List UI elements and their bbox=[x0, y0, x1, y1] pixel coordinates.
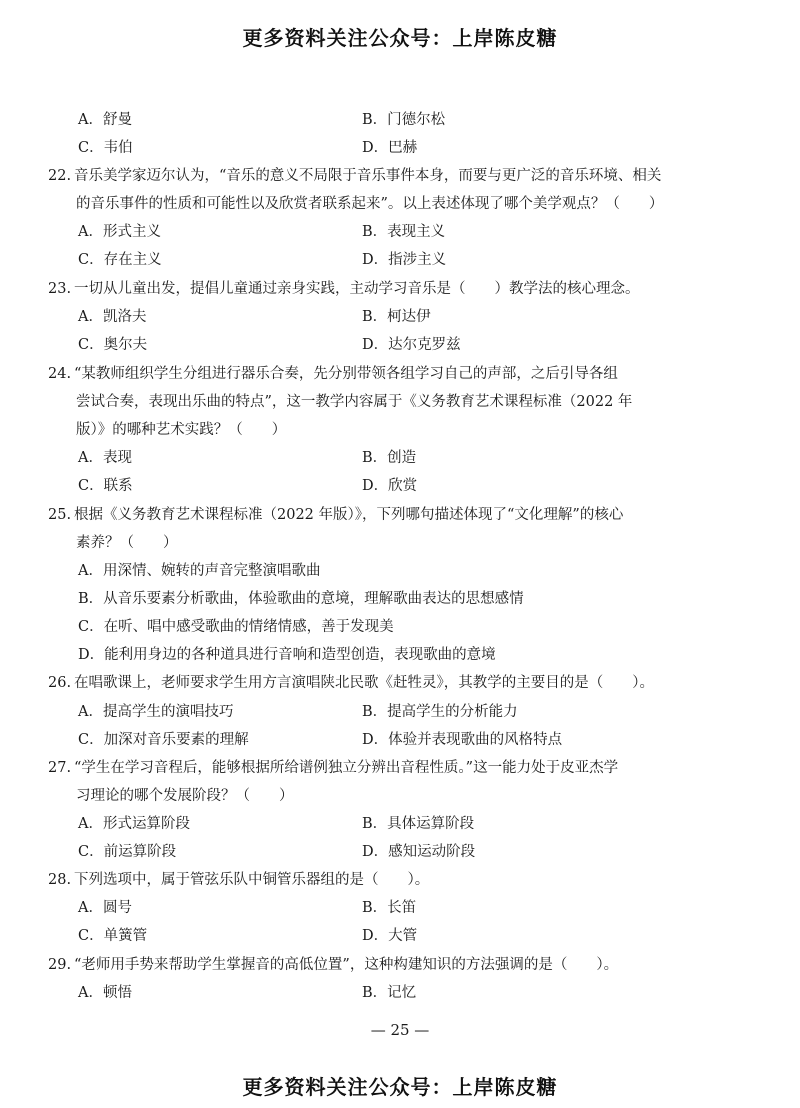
question-number: 24. bbox=[48, 366, 72, 382]
question-text-line: 音乐美学家迈尔认为，“音乐的意义不局限于音乐事件本身，而要与更广泛的音乐环境、相关 bbox=[74, 168, 662, 184]
question-text-line: 下列选项中，属于管弦乐队中铜管乐器组的是（ ）。 bbox=[74, 872, 430, 888]
q27-option-a: A．形式运算阶段 bbox=[78, 816, 190, 832]
question-number: 28. bbox=[48, 872, 72, 888]
q23-option-b: B．柯达伊 bbox=[362, 309, 431, 325]
q23-option-d: D．达尔克罗兹 bbox=[362, 337, 461, 353]
footer-banner: 更多资料关注公众号：上岸陈皮糖 bbox=[242, 1075, 558, 1099]
question-22 bbox=[48, 166, 661, 186]
q25-option-b: B．从音乐要素分析歌曲，体验歌曲的意境，理解歌曲表达的思想感情 bbox=[78, 591, 524, 607]
question-26 bbox=[48, 673, 654, 693]
question-number: 25. bbox=[48, 507, 72, 523]
prev-option-a: A．舒曼 bbox=[78, 112, 132, 128]
question-28 bbox=[48, 870, 429, 890]
question-text-line: 的音乐事件的性质和可能性以及欣赏者联系起来”。以上表述体现了哪个美学观点？（ ） bbox=[76, 196, 664, 212]
q24-option-a: A．表现 bbox=[78, 450, 132, 466]
q22-option-a: A．形式主义 bbox=[78, 224, 161, 240]
q25-option-c: C．在听、唱中感受歌曲的情绪情感，善于发现美 bbox=[78, 619, 394, 635]
question-23 bbox=[48, 279, 640, 299]
q25-option-a: A．用深情、婉转的声音完整演唱歌曲 bbox=[78, 563, 321, 579]
q26-option-b: B．提高学生的分析能力 bbox=[362, 704, 518, 720]
q23-option-c: C．奥尔夫 bbox=[78, 337, 148, 353]
question-text-line: 在唱歌课上，老师要求学生用方言演唱陕北民歌《赶牲灵》，其教学的主要目的是（ ）。 bbox=[74, 675, 654, 691]
question-25 bbox=[48, 505, 623, 525]
q26-option-a: A．提高学生的演唱技巧 bbox=[78, 704, 234, 720]
question-number: 23. bbox=[48, 281, 72, 297]
question-number: 29. bbox=[48, 957, 72, 973]
q22-option-c: C．存在主义 bbox=[78, 252, 162, 268]
question-27 bbox=[48, 758, 618, 778]
prev-option-b: B．门德尔松 bbox=[362, 112, 446, 128]
question-number: 22. bbox=[48, 168, 72, 184]
question-text-line: 尝试合奏，表现出乐曲的特点”，这一教学内容属于《义务教育艺术课程标准（2022 年 bbox=[76, 394, 633, 410]
q22-option-b: B．表现主义 bbox=[362, 224, 446, 240]
q27-option-c: C．前运算阶段 bbox=[78, 844, 177, 860]
question-number: 26. bbox=[48, 675, 72, 691]
q24-option-c: C．联系 bbox=[78, 478, 133, 494]
q29-option-a: A．顿悟 bbox=[78, 985, 132, 1001]
question-text-line: “老师用手势来帮助学生掌握音的高低位置”，这种构建知识的方法强调的是（ ）。 bbox=[74, 957, 619, 973]
q23-option-a: A．凯洛夫 bbox=[78, 309, 147, 325]
q28-option-d: D．大管 bbox=[362, 928, 418, 944]
header-banner: 更多资料关注公众号：上岸陈皮糖 bbox=[242, 26, 558, 50]
question-number: 27. bbox=[48, 760, 72, 776]
question-text-line: 根据《义务教育艺术课程标准（2022 年版）》，下列哪句描述体现了“文化理解”的核心 bbox=[74, 507, 624, 523]
page-number: — 25 — bbox=[370, 1021, 430, 1039]
question-text-line: “学生在学习音程后，能够根据所给谱例独立分辨出音程性质。”这一能力处于皮亚杰学 bbox=[74, 760, 619, 776]
question-29 bbox=[48, 955, 618, 975]
q24-option-b: B．创造 bbox=[362, 450, 417, 466]
question-text-line: 版）》的哪种艺术实践？（ ） bbox=[76, 422, 287, 438]
q26-option-c: C．加深对音乐要素的理解 bbox=[78, 732, 249, 748]
q27-option-d: D．感知运动阶段 bbox=[362, 844, 476, 860]
question-text-line: 素养？（ ） bbox=[76, 535, 178, 551]
question-text-line: 一切从儿童出发，提倡儿童通过亲身实践，主动学习音乐是（ ）教学法的核心理念。 bbox=[74, 281, 640, 297]
q28-option-a: A．圆号 bbox=[78, 900, 132, 916]
q24-option-d: D．欣赏 bbox=[362, 478, 418, 494]
q25-option-d: D．能利用身边的各种道具进行音响和造型创造，表现歌曲的意境 bbox=[78, 647, 496, 663]
q22-option-d: D．指涉主义 bbox=[362, 252, 447, 268]
q28-option-c: C．单簧管 bbox=[78, 928, 148, 944]
prev-option-d: D．巴赫 bbox=[362, 140, 418, 156]
question-24 bbox=[48, 364, 618, 384]
q27-option-b: B．具体运算阶段 bbox=[362, 816, 475, 832]
q29-option-b: B．记忆 bbox=[362, 985, 417, 1001]
prev-option-c: C．韦伯 bbox=[78, 140, 133, 156]
q26-option-d: D．体验并表现歌曲的风格特点 bbox=[362, 732, 563, 748]
question-text-line: 习理论的哪个发展阶段？（ ） bbox=[76, 788, 294, 804]
question-text-line: “某教师组织学生分组进行器乐合奏，先分别带领各组学习自己的声部，之后引导各组 bbox=[74, 366, 618, 382]
q28-option-b: B．长笛 bbox=[362, 900, 417, 916]
